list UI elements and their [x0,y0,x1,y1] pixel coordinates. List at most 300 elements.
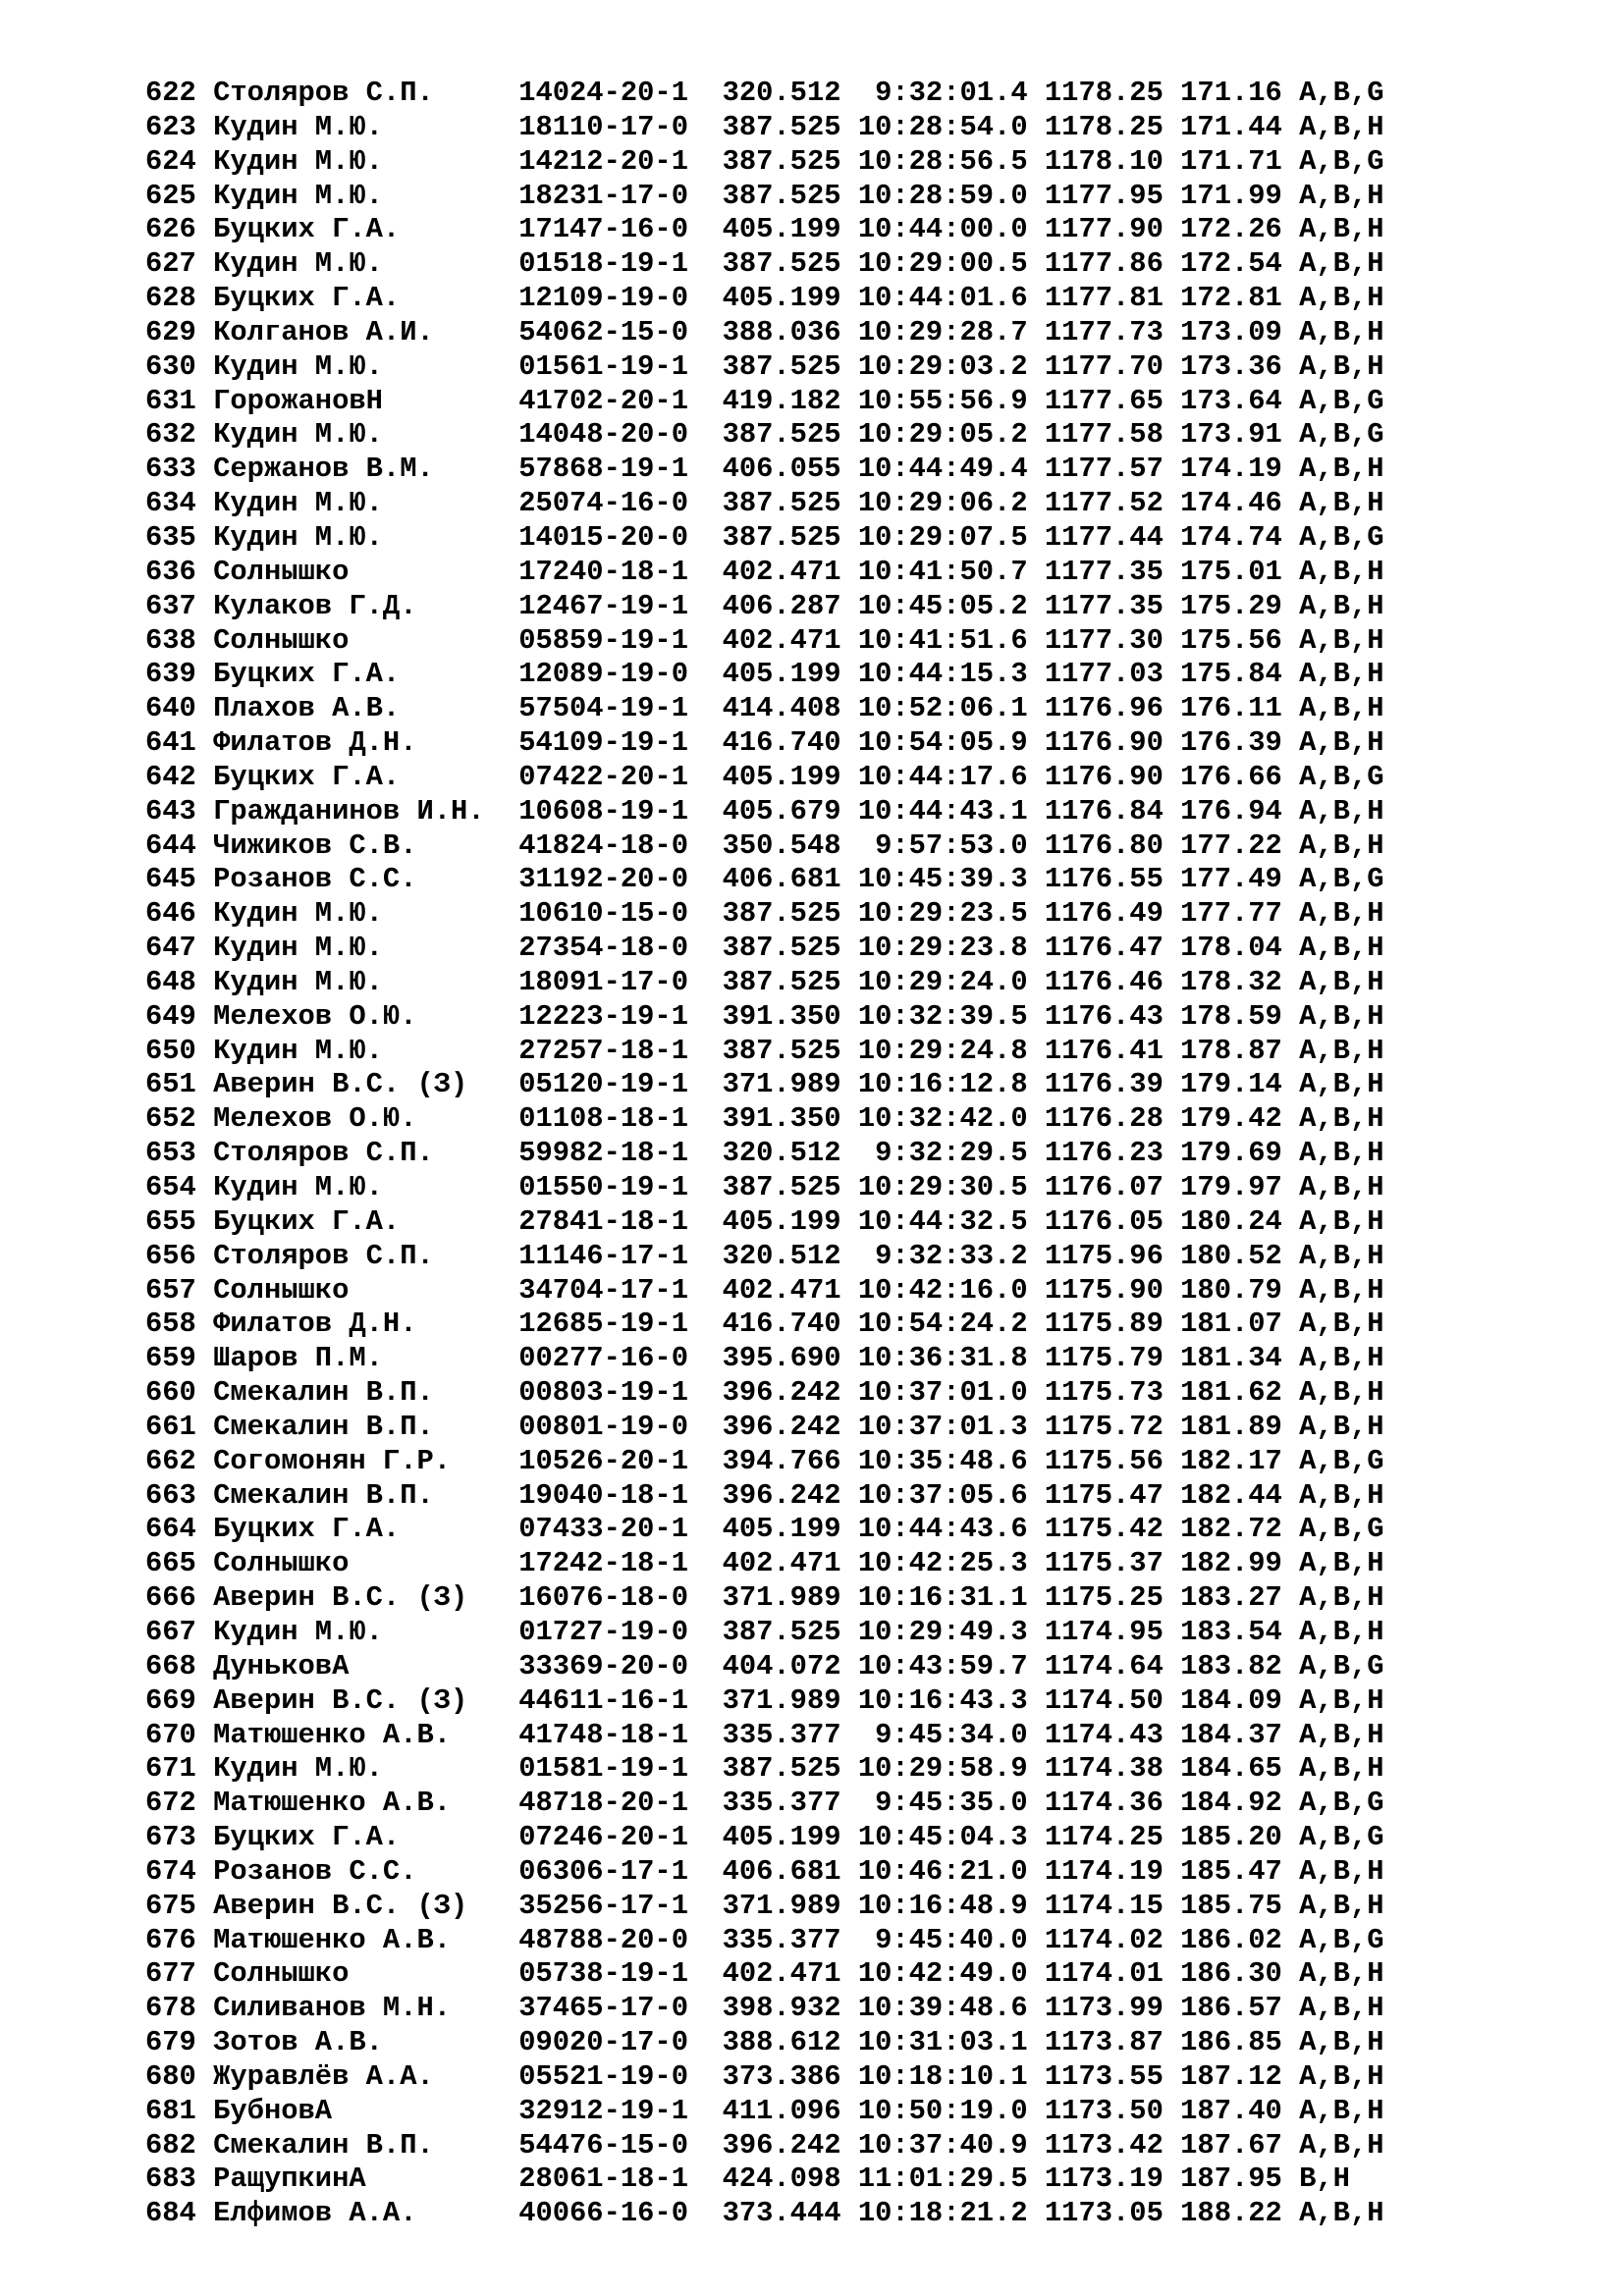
column-spacer [196,1308,213,1340]
result-row [145,316,1384,350]
column-spacer [1164,1205,1180,1238]
group-codes: A,B,H [1299,897,1384,931]
arrival-time: 10:32:39.5 [857,999,1028,1033]
column-spacer [841,590,858,622]
result-row [145,180,1384,214]
column-spacer [1164,521,1180,554]
speed-value: 1174.19 [1044,1854,1164,1888]
place-number: 624 [145,144,196,178]
fancier-name: Плахов А.В. [213,692,401,725]
arrival-time: 10:29:06.2 [857,487,1028,520]
column-spacer [434,453,518,485]
column-spacer [1028,1787,1045,1819]
arrival-time: 10:44:17.6 [857,760,1028,793]
column-spacer [1282,658,1299,690]
ring-number: 17147-16-0 [518,213,688,246]
ring-number: 10610-15-0 [518,897,688,931]
column-spacer [841,2163,858,2195]
coefficient-value: 173.64 [1180,384,1282,417]
column-spacer [841,1890,858,1922]
column-spacer [688,2095,723,2127]
place-number: 661 [145,1410,196,1443]
column-spacer [1164,897,1180,930]
arrival-time: 10:39:48.6 [857,1992,1028,2025]
column-spacer [841,1581,858,1614]
place-number: 639 [145,658,196,691]
place-number: 636 [145,555,196,588]
column-spacer [196,1000,213,1033]
speed-value: 1175.90 [1044,1273,1164,1307]
column-spacer [1164,282,1180,314]
fancier-name: Буцких Г.А. [213,1821,401,1854]
column-spacer [1282,77,1299,109]
arrival-time: 9:45:40.0 [875,1923,1028,1956]
speed-value: 1175.56 [1044,1444,1164,1477]
column-spacer [841,1616,858,1648]
column-spacer [688,1102,723,1135]
column-spacer [1282,1308,1299,1340]
distance-value: 371.989 [722,1581,841,1615]
result-row [145,1650,1384,1684]
column-spacer [688,77,723,109]
result-row [145,1068,1384,1102]
distance-value: 394.766 [722,1444,841,1477]
distance-value: 387.525 [722,1171,841,1203]
column-spacer [400,213,518,245]
speed-value: 1176.39 [1044,1068,1164,1101]
speed-value: 1174.36 [1044,1787,1164,1820]
column-spacer [383,180,518,212]
distance-value: 402.471 [722,1957,841,1991]
ring-number: 54109-19-1 [518,726,688,760]
arrival-time: 10:45:39.3 [857,863,1028,896]
fancier-name: Елфимов А.А. [213,2197,417,2230]
place-number: 628 [145,282,196,315]
result-row [145,897,1384,932]
column-spacer [400,692,518,724]
fancier-name: РащупкинА [213,2163,366,2196]
column-spacer [196,1752,213,1785]
place-number: 631 [145,384,196,417]
column-spacer [1282,1752,1299,1785]
group-codes: A,B,H [1299,247,1384,281]
column-spacer [1028,1719,1045,1751]
column-spacer [1164,1992,1180,2024]
ring-number: 57504-19-1 [518,692,688,725]
column-spacer [1164,1513,1180,1545]
result-row [145,624,1384,659]
column-spacer [1028,658,1045,690]
column-spacer [1164,658,1180,690]
distance-value: 387.525 [722,487,841,520]
group-codes: A,B,H [1299,828,1384,862]
column-spacer [196,692,213,724]
column-spacer [467,1068,518,1100]
column-spacer [451,1719,518,1751]
coefficient-value: 176.11 [1180,692,1282,725]
speed-value: 1177.90 [1044,213,1164,246]
column-spacer [1282,487,1299,519]
column-spacer [1028,453,1045,485]
column-spacer [383,145,518,178]
column-spacer [688,1855,723,1888]
ring-number: 14024-20-1 [518,77,688,109]
distance-value: 320.512 [722,77,841,109]
place-number: 658 [145,1308,196,1341]
ring-number: 11146-17-1 [518,1239,688,1272]
column-spacer [196,1035,213,1067]
column-spacer [196,761,213,793]
column-spacer [841,692,858,724]
column-spacer [1164,726,1180,759]
distance-value: 387.525 [722,932,841,965]
arrival-time: 10:29:30.5 [857,1171,1028,1203]
column-spacer [196,1240,213,1272]
column-spacer [196,1821,213,1853]
column-spacer [417,1000,519,1033]
column-spacer [1282,316,1299,348]
ring-number: 18091-17-0 [518,965,688,998]
ring-number: 12467-19-1 [518,589,688,622]
column-spacer [1028,1137,1045,1169]
ring-number: 09020-17-0 [518,2026,688,2059]
group-codes: A,B,H [1299,999,1384,1033]
column-spacer [196,1924,213,1956]
result-row [145,1274,1384,1308]
place-number: 673 [145,1821,196,1854]
column-spacer [417,1308,519,1340]
ring-number: 48788-20-0 [518,1923,688,1956]
coefficient-value: 182.99 [1180,1547,1282,1580]
fancier-name: Солнышко [213,623,350,657]
column-spacer [1164,1855,1180,1888]
arrival-time: 10:28:56.5 [857,144,1028,178]
column-spacer [1164,556,1180,588]
group-codes: A,B,G [1299,77,1384,109]
column-spacer [688,624,723,657]
column-spacer [196,1684,213,1717]
ring-number: 01561-19-1 [518,349,688,383]
column-spacer [1282,2163,1299,2195]
ring-number: 07246-20-1 [518,1821,688,1854]
coefficient-value: 171.99 [1180,179,1282,212]
group-codes: A,B,G [1299,1787,1384,1820]
group-codes: A,B,H [1299,1615,1384,1648]
distance-value: 387.525 [722,144,841,178]
column-spacer [1282,2095,1299,2127]
column-spacer [841,1102,858,1135]
column-spacer [1164,180,1180,212]
fancier-name: Солнышко [213,1273,350,1307]
column-spacer [196,77,213,109]
column-spacer [688,1513,723,1545]
fancier-name: Силиванов М.Н. [213,1992,452,2025]
ring-number: 05521-19-0 [518,2059,688,2093]
column-spacer [1282,1137,1299,1169]
arrival-time: 10:35:48.6 [857,1444,1028,1477]
distance-value: 406.055 [722,453,841,486]
column-spacer [688,385,723,417]
column-spacer [1282,1821,1299,1853]
group-codes: A,B,H [1299,282,1384,315]
speed-value: 1177.52 [1044,487,1164,520]
group-codes: A,B,H [1299,1342,1384,1375]
fancier-name: Столяров С.П. [213,1239,434,1272]
column-spacer [688,795,723,828]
column-spacer [688,1035,723,1067]
column-spacer [1282,1342,1299,1374]
ring-number: 18231-17-0 [518,179,688,212]
column-spacer [196,213,213,245]
place-number: 625 [145,179,196,212]
column-spacer [688,1000,723,1033]
column-spacer [1282,624,1299,657]
speed-value: 1175.37 [1044,1547,1164,1580]
speed-value: 1174.25 [1044,1821,1164,1854]
result-row [145,1957,1384,1992]
column-spacer [1028,1102,1045,1135]
speed-value: 1176.46 [1044,965,1164,998]
column-spacer [451,1924,518,1956]
result-row [145,1684,1384,1719]
result-row [145,1137,1384,1171]
column-spacer [1164,316,1180,348]
coefficient-value: 175.29 [1180,589,1282,622]
fancier-name: Матюшенко А.В. [213,1923,452,1956]
column-spacer [1028,2026,1045,2058]
result-row [145,556,1384,590]
distance-value: 335.377 [722,1718,841,1751]
fancier-name: Кудин М.Ю. [213,487,383,520]
column-spacer [196,1171,213,1203]
column-spacer [688,1752,723,1785]
column-spacer [1282,1957,1299,1990]
speed-value: 1174.95 [1044,1615,1164,1648]
place-number: 637 [145,589,196,622]
column-spacer [434,1240,518,1272]
column-spacer [1028,966,1045,998]
distance-value: 396.242 [722,2128,841,2162]
arrival-time: 10:52:06.1 [857,692,1028,725]
distance-value: 387.525 [722,965,841,998]
column-spacer [196,1102,213,1135]
column-spacer [1282,1581,1299,1614]
column-spacer [688,145,723,178]
speed-value: 1177.65 [1044,384,1164,417]
column-spacer [196,1787,213,1819]
coefficient-value: 175.56 [1180,623,1282,657]
column-spacer [196,726,213,759]
result-row [145,1376,1384,1411]
column-spacer [1028,487,1045,519]
column-spacer [1028,863,1045,895]
group-codes: A,B,H [1299,179,1384,212]
column-spacer [434,1479,518,1512]
column-spacer [841,1445,858,1477]
fancier-name: Мелехов О.Ю. [213,1102,417,1136]
column-spacer [841,761,858,793]
coefficient-value: 172.54 [1180,247,1282,281]
speed-value: 1177.57 [1044,453,1164,486]
column-spacer [417,863,519,895]
column-spacer [1164,692,1180,724]
distance-value: 388.036 [722,315,841,348]
column-spacer [1164,1957,1180,1990]
column-spacer [1282,966,1299,998]
column-spacer [196,863,213,895]
column-spacer [841,1547,858,1579]
column-spacer [688,247,723,280]
group-codes: A,B,H [1299,349,1384,383]
distance-value: 396.242 [722,1410,841,1443]
column-spacer [196,145,213,178]
column-spacer [196,624,213,657]
column-spacer [1028,1035,1045,1067]
column-spacer [434,316,518,348]
column-spacer [383,385,518,417]
column-spacer [841,1000,858,1033]
column-spacer [434,1411,518,1443]
column-spacer [1028,1171,1045,1203]
column-spacer [688,966,723,998]
place-number: 667 [145,1615,196,1648]
arrival-time: 10:29:07.5 [857,520,1028,554]
fancier-name: Кудин М.Ю. [213,1752,383,1786]
column-spacer [1282,761,1299,793]
column-spacer [383,418,518,451]
group-codes: A,B,H [1299,1308,1384,1341]
arrival-time: 10:16:31.1 [857,1581,1028,1615]
column-spacer [841,2197,858,2229]
result-row [145,1547,1384,1581]
speed-value: 1175.47 [1044,1478,1164,1512]
place-number: 684 [145,2197,196,2230]
column-spacer [1282,1616,1299,1648]
arrival-time: 9:57:53.0 [875,828,1028,862]
distance-value: 416.740 [722,1308,841,1341]
distance-value: 371.989 [722,1889,841,1922]
speed-value: 1175.96 [1044,1239,1164,1272]
place-number: 682 [145,2128,196,2162]
result-row [145,590,1384,624]
place-number: 657 [145,1273,196,1307]
column-spacer [688,1411,723,1443]
column-spacer [1282,1274,1299,1307]
column-spacer [688,1547,723,1579]
column-spacer [1282,1376,1299,1409]
arrival-time: 11:01:29.5 [857,2163,1028,2196]
column-spacer [1282,180,1299,212]
coefficient-value: 181.89 [1180,1410,1282,1443]
column-spacer [383,1035,518,1067]
fancier-name: Шаров П.М. [213,1342,383,1375]
column-spacer [196,1616,213,1648]
speed-value: 1174.50 [1044,1683,1164,1717]
place-number: 638 [145,623,196,657]
column-spacer [841,145,858,178]
column-spacer [1028,77,1045,109]
column-spacer [1028,624,1045,657]
column-spacer [688,316,723,348]
group-codes: A,B,G [1299,863,1384,896]
distance-value: 402.471 [722,623,841,657]
column-spacer [841,453,858,485]
coefficient-value: 186.30 [1180,1957,1282,1991]
column-spacer [841,521,858,554]
ring-number: 18110-17-0 [518,110,688,143]
group-codes: A,B,H [1299,1683,1384,1717]
arrival-time: 10:44:43.6 [857,1513,1028,1546]
column-spacer [451,1992,518,2024]
result-row [145,1205,1384,1240]
speed-value: 1175.72 [1044,1410,1164,1443]
column-spacer [1164,1102,1180,1135]
ring-number: 14212-20-1 [518,144,688,178]
column-spacer [1164,1616,1180,1648]
column-spacer [349,624,518,657]
column-spacer [196,556,213,588]
column-spacer [688,1376,723,1409]
distance-value: 387.525 [722,110,841,143]
result-row [145,1752,1384,1787]
fancier-name: Кудин М.Ю. [213,520,383,554]
column-spacer [1282,282,1299,314]
column-spacer [383,1752,518,1785]
speed-value: 1176.49 [1044,897,1164,931]
column-spacer [196,1137,213,1169]
column-spacer [1282,2197,1299,2229]
speed-value: 1175.89 [1044,1308,1164,1341]
arrival-time: 10:50:19.0 [857,2094,1028,2127]
column-spacer [196,316,213,348]
column-spacer [1164,213,1180,245]
fancier-name: Кулаков Г.Д. [213,589,417,622]
ring-number: 16076-18-0 [518,1581,688,1615]
column-spacer [841,1240,876,1272]
group-codes: A,B,G [1299,760,1384,793]
group-codes: A,B,H [1299,932,1384,965]
column-spacer [196,1445,213,1477]
ring-number: 33369-20-0 [518,1649,688,1682]
ring-number: 14015-20-0 [518,520,688,554]
result-row [145,1581,1384,1616]
column-spacer [1028,1650,1045,1682]
coefficient-value: 185.47 [1180,1854,1282,1888]
fancier-name: Буцких Г.А. [213,1513,401,1546]
result-row [145,350,1384,385]
fancier-name: Сержанов В.М. [213,453,434,486]
arrival-time: 10:46:21.0 [857,1854,1028,1888]
result-row [145,1445,1384,1479]
arrival-time: 10:31:03.1 [857,2026,1028,2059]
ring-number: 31192-20-0 [518,863,688,896]
column-spacer [688,1274,723,1307]
arrival-time: 10:36:31.8 [857,1342,1028,1375]
coefficient-value: 171.71 [1180,144,1282,178]
speed-value: 1173.05 [1044,2197,1164,2230]
coefficient-value: 182.72 [1180,1513,1282,1546]
column-spacer [1028,1957,1045,1990]
distance-value: 387.525 [722,418,841,452]
result-row [145,111,1384,145]
place-number: 675 [145,1889,196,1922]
column-spacer [688,1821,723,1853]
coefficient-value: 184.92 [1180,1787,1282,1820]
column-spacer [1164,795,1180,828]
place-number: 660 [145,1376,196,1410]
result-row [145,521,1384,556]
column-spacer [400,1821,518,1853]
